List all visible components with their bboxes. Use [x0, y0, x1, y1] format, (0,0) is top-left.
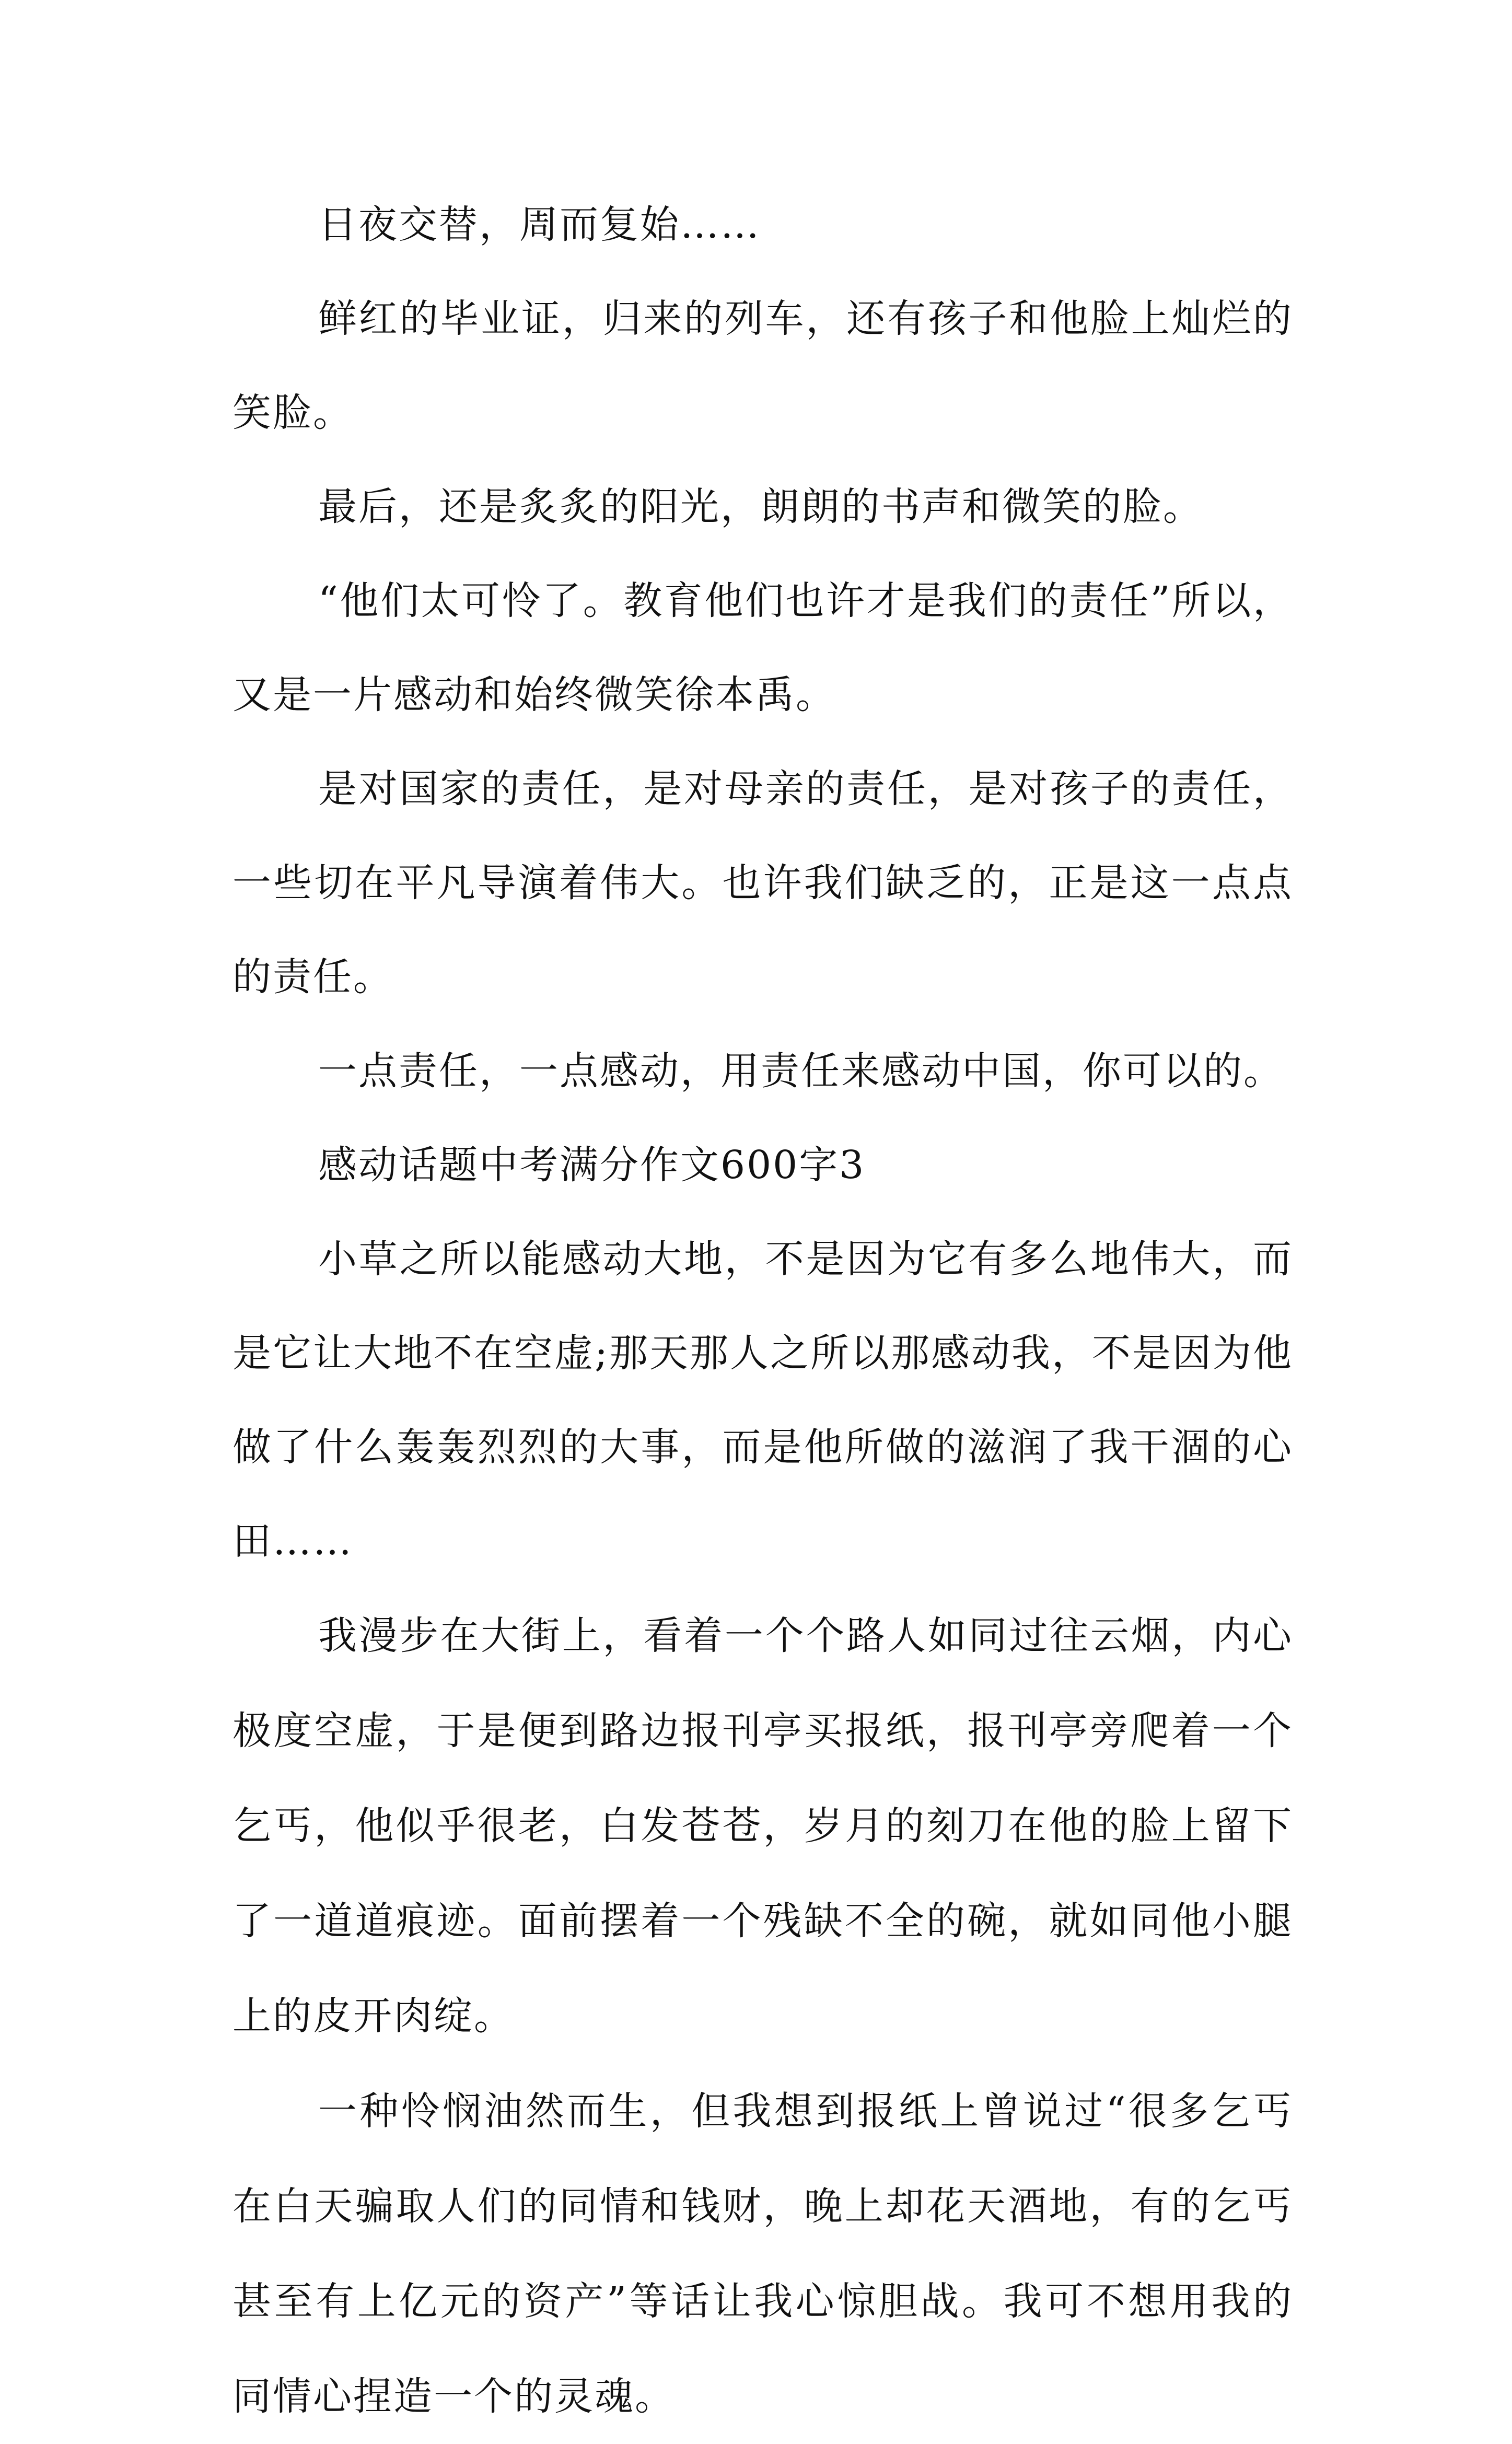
paragraph: 我漫步在大街上，看着一个个路人如同过往云烟，内心极度空虚，于是便到路边报刊亭买报纸，报刊亭旁爬着一个乞丐，他似乎很老，白发苍苍，岁月的刻刀在他的脸上留下了一道道痕迹。面前摆着一个残缺不全的碗，就如同他小腿上的皮开肉绽。 — [232, 1613, 1293, 2039]
section-heading: 感动话题中考满分作文600字3 — [318, 1143, 866, 1188]
paragraph: 日夜交替，周而复始…… — [318, 202, 761, 247]
paragraph: 是对国家的责任，是对母亲的责任，是对孩子的责任，一些切在平凡导演着伟大。也许我们缺乏的，正是这一点点的责任。 — [232, 766, 1293, 999]
paragraph: 鲜红的毕业证，归来的列车，还有孩子和他脸上灿烂的笑脸。 — [232, 296, 1293, 435]
paragraph: “他们太可怜了。教育他们也许才是我们的责任”所以，又是一片感动和始终微笑徐本禹。 — [232, 578, 1293, 717]
paragraph: 一点责任，一点感动，用责任来感动中国，你可以的。 — [318, 1049, 1284, 1093]
paragraph: 最后，还是炙炙的阳光，朗朗的书声和微笑的脸。 — [318, 484, 1203, 529]
paragraph: 一种怜悯油然而生，但我想到报纸上曾说过“很多乞丐在白天骗取人们的同情和钱财，晚上却花天酒地，有的乞丐甚至有上亿元的资产”等话让我心惊胆战。我可不想用我的同情心捏造一个的灵魂。 — [232, 2089, 1293, 2419]
document-body — [232, 178, 1293, 2444]
paragraph: 小草之所以能感动大地，不是因为它有多么地伟大，而是它让大地不在空虚;那天那人之所以那感动我，不是因为他做了什么轰轰烈烈的大事，而是他所做的滋润了我干涸的心田…… — [232, 1237, 1293, 1564]
